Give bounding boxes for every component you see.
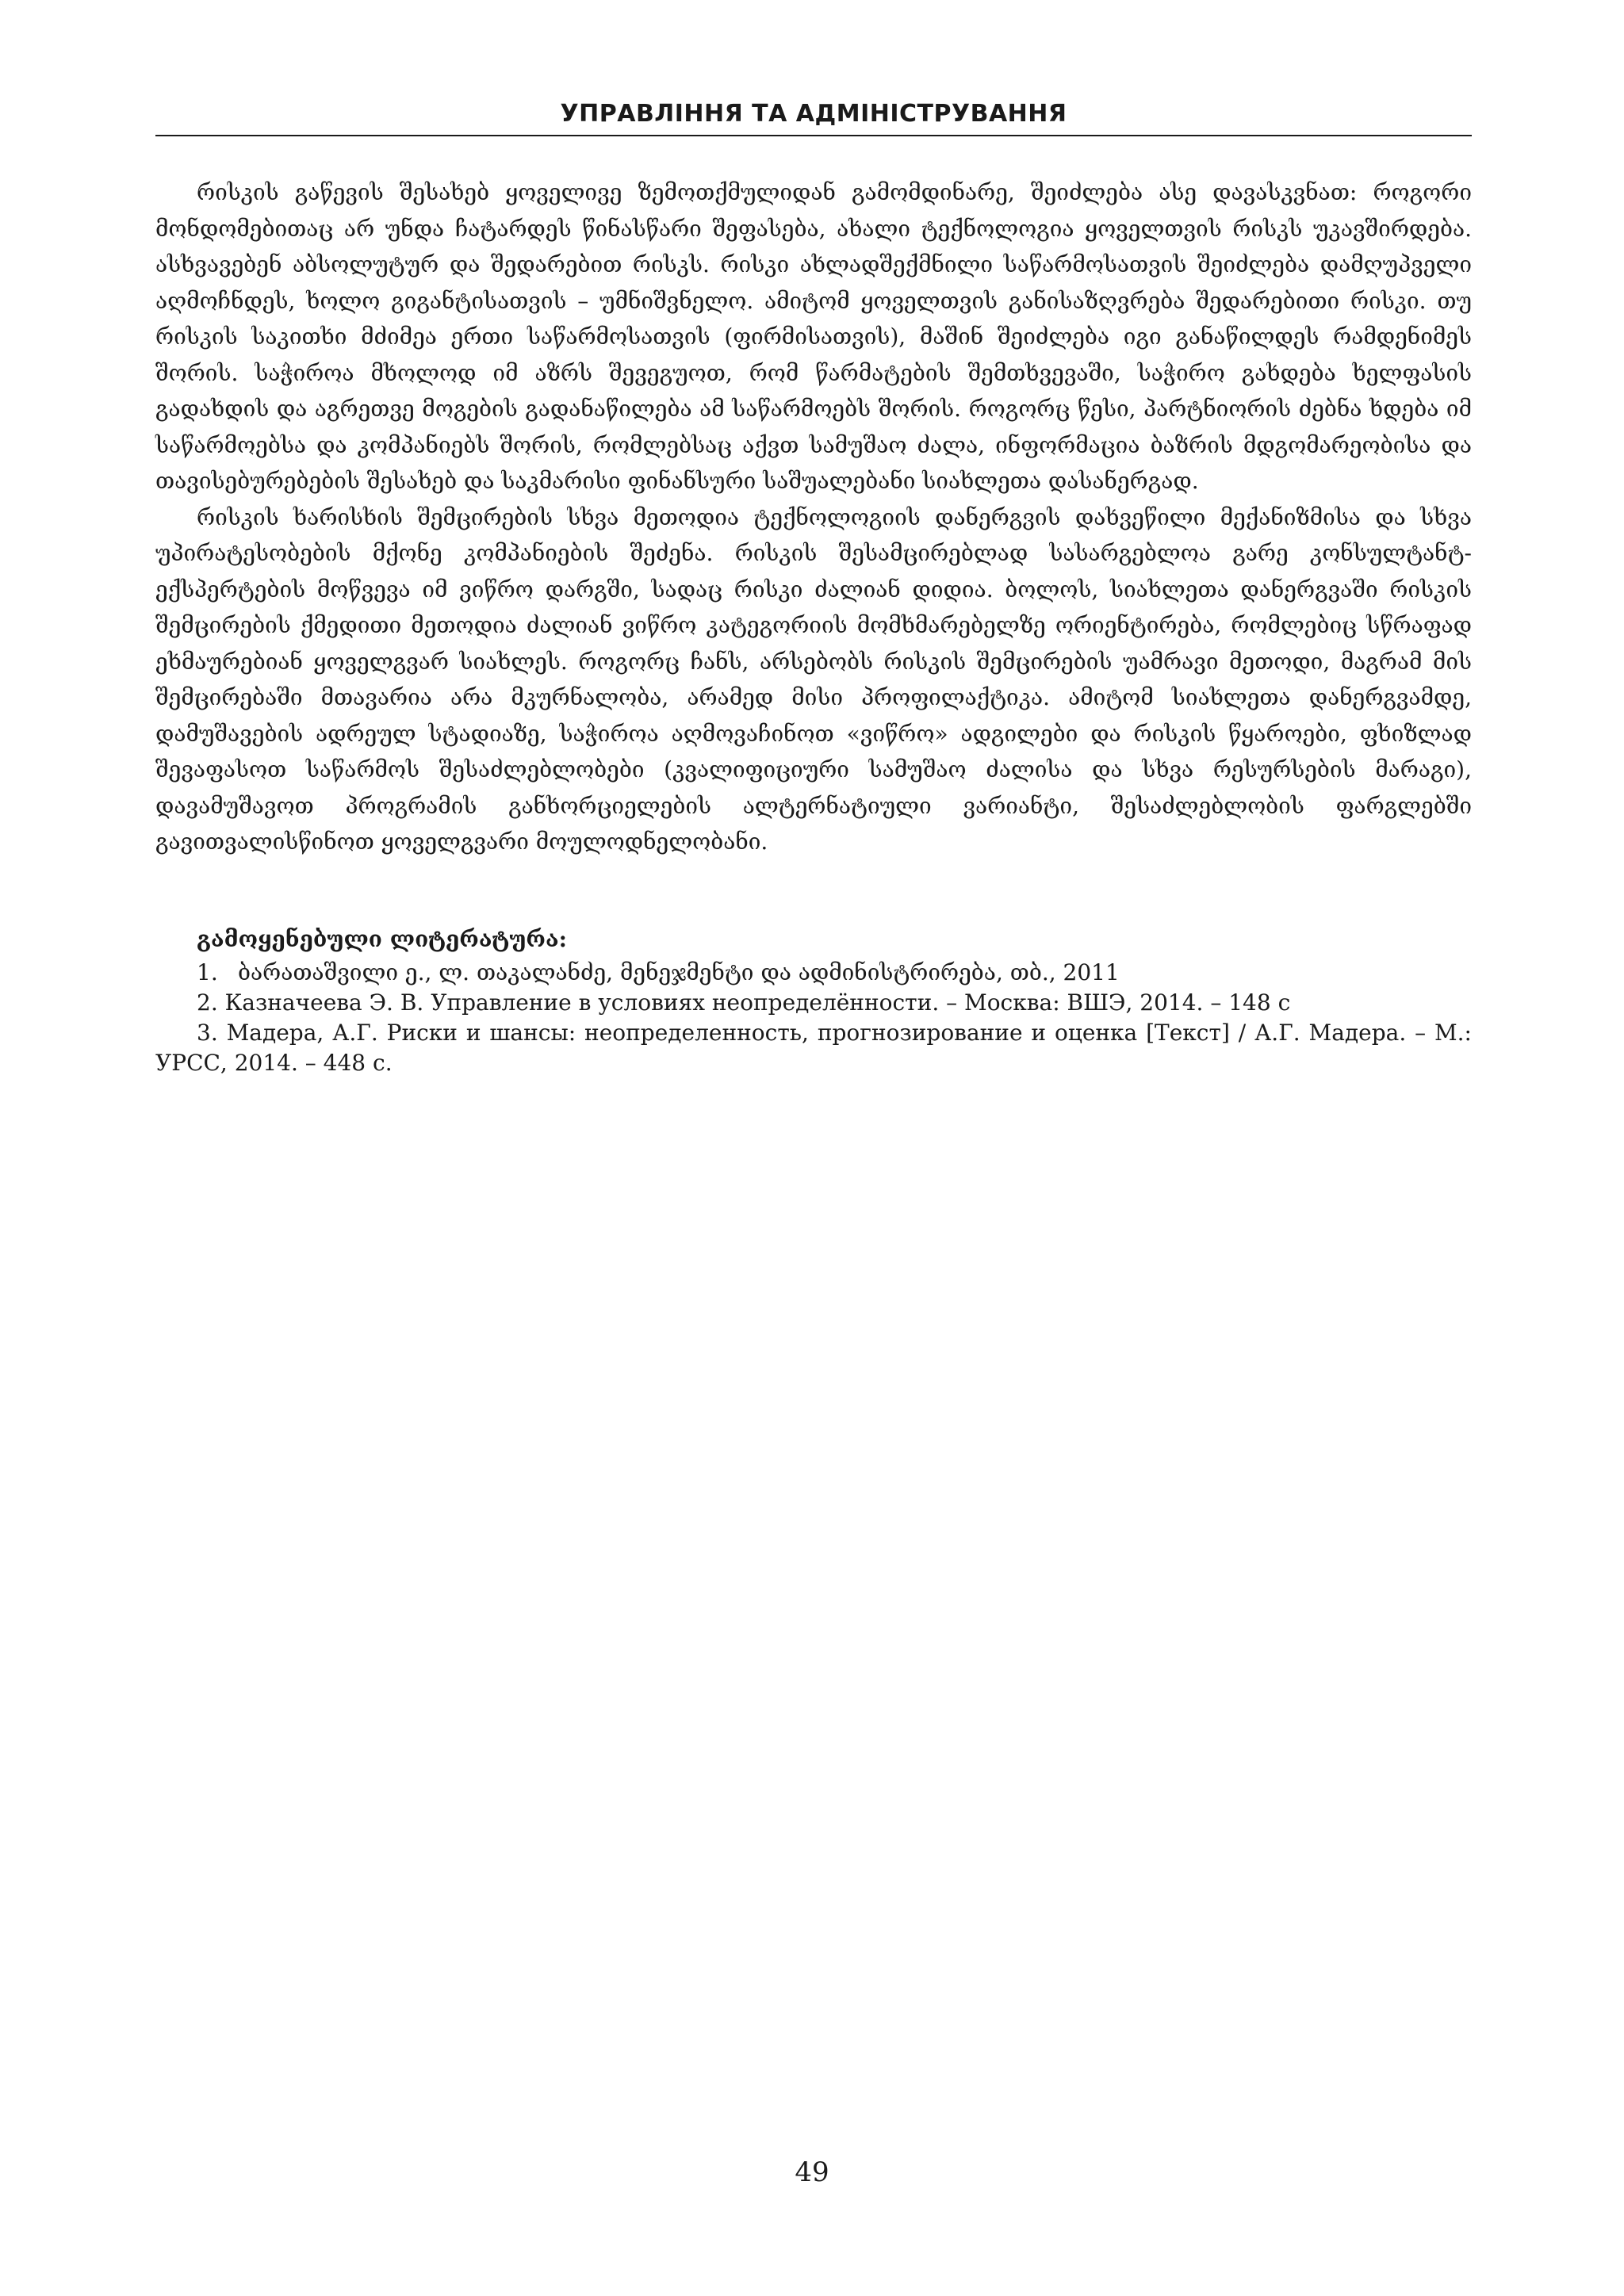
- page-number: 49: [795, 2156, 829, 2188]
- reference-item: 3. Мадера, А.Г. Риски и шансы: неопределенность, прогнозирование и оценка [Текст] / А.Г. Мадера. – М.: УРСС, 2014. – 448 с.: [155, 1020, 1472, 1076]
- references-title: გამოყენებული ლიტერატურა:: [197, 926, 567, 952]
- running-head: УПРАВЛІННЯ ТА АДМІНІСТРУВАННЯ: [560, 100, 1067, 128]
- references-section: [155, 924, 1472, 1078]
- reference-item: [155, 958, 1472, 988]
- references-list: [155, 958, 1472, 1078]
- reference-text: ბარათაშვილი ე., ლ. თაკალანძე, მენეჯმენტი და ადმინისტრირება, თბ., 2011: [238, 959, 1120, 985]
- reference-number: 1.: [197, 959, 218, 985]
- body-text: [155, 174, 1472, 860]
- header-rule: [155, 135, 1472, 136]
- paragraph: რისკის გაწევის შესახებ ყოველივე ზემოთქმულიდან გამომდინარე, შეიძლება ასე დავასკვნათ: როგორი მონდომებითაც არ უნდა ჩატარდეს წინასწარი შეფასება, ახალი ტექნოლოგია ყოველთვის რისკს უკავშირდება. ასხვავებენ აბსოლუტურ და შედარებით რისკს. რისკი ახლადშექმნილი საწარმოსათვის შეიძლება დამღუპველი აღმოჩნდეს, ხოლო გიგანტისათვის – უმნიშვნელო. ამიტომ ყოველთვის განისაზღვრება შედარებითი რისკი. თუ რისკის საკითხი მძიმეა ერთი საწარმოსათვის (ფირმისათვის), მაშინ შეიძლება იგი განაწილდეს რამდენიმეს შორის. საჭიროა მხოლოდ იმ აზრს შევეგუოთ, რომ წარმატების შემთხვევაში, საჭირო გახდება ხელფასის გადახდის და აგრეთვე მოგების გადანაწილება ამ საწარმოებს შორის. როგორც წესი, პარტნიორის ძებნა ხდება იმ საწარმოებსა და კომპანიებს შორის, რომლებსაც აქვთ სამუშაო ძალა, ინფორმაცია ბაზრის მდგომარეობისა და თავისებურებების შესახებ და საკმარისი ფინანსური საშუალებანი სიახლეთა დასანერგად.: [155, 179, 1472, 494]
- paragraph: რისკის ხარისხის შემცირების სხვა მეთოდია ტექნოლოგიის დანერგვის დახვეწილი მექანიზმისა და სხვა უპირატესობების მქონე კომპანიების შეძენა. რისკის შესამცირებლად სასარგებლოა გარე კონსულტანტ-ექსპერტების მოწვევა იმ ვიწრო დარგში, სადაც რისკი ძალიან დიდია. ბოლოს, სიახლეთა დანერგვაში რისკის შემცირების ქმედითი მეთოდია ძალიან ვიწრო კატეგორიის მომხმარებელზე ორიენტირება, რომლებიც სწრაფად ეხმაურებიან ყოველგვარ სიახლეს. როგორც ჩანს, არსებობს რისკის შემცირების უამრავი მეთოდი, მაგრამ მის შემცირებაში მთავარია არა მკურნალობა, არამედ მისი პროფილაქტიკა. ამიტომ სიახლეთა დანერგვამდე, დამუშავების ადრეულ სტადიაზე, საჭიროა აღმოვაჩინოთ «ვიწრო» ადგილები და რისკის წყაროები, ფხიზლად შევაფასოთ საწარმოს შესაძლებლობები (კვალიფიციური სამუშაო ძალისა და სხვა რესურსების მარაგი), დავამუშავოთ პროგრამის განხორციელების ალტერნატიული ვარიანტი, შესაძლებლობის ფარგლებში გავითვალისწინოთ ყოველგვარი მოულოდნელობანი.: [155, 503, 1472, 855]
- reference-item: 2. Казначеева Э. В. Управление в условиях неопределённости. – Москва: ВШЭ, 2014. – 148 с: [197, 989, 1291, 1016]
